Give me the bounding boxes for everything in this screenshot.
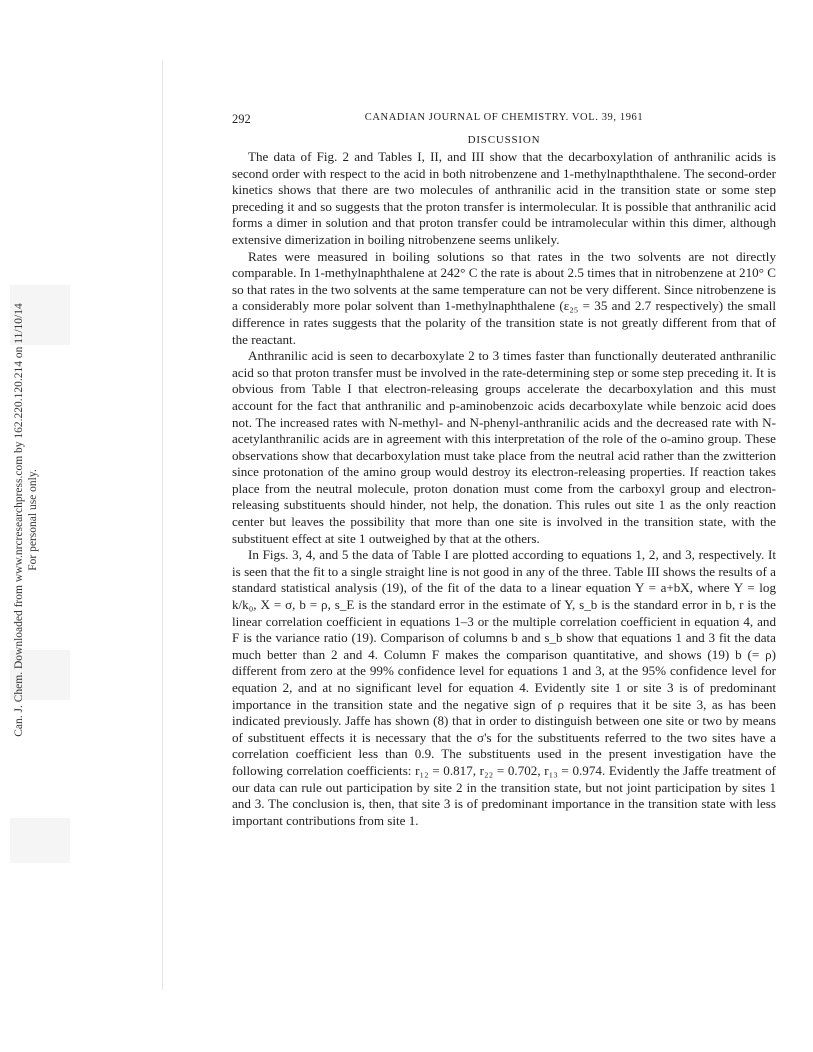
- paragraph-kinetics: The data of Fig. 2 and Tables I, II, and III show that the decarboxylation of anthranilic acids is second order with respect to the acid in both nitrobenzene and 1-methylnapththalene. The second-order kinetics shows that there are two molecules of anthranilic acid in the transition state or some step preceding it and so suggests that the proton transfer is intermolecular. It is possible that anthranilic acid forms a dimer in solution and that proton transfer could be intramolecular within this dimer, although extensive dimerization in boiling nitrobenzene seems unlikely.: [232, 149, 776, 247]
- watermark-usage-line: For personal use only.: [27, 469, 39, 571]
- paragraph-statistics: In Figs. 3, 4, and 5 the data of Table I are plotted according to equations 1, 2, and 3, respectively. It is seen that the fit to a single straight line is not good in any of the three. Table III shows the results of a standard statistical analysis (19), of the fit of the data to a linear equation Y = a+bX, where Y = log k/k₀, X = σ, b = ρ, s_E is the standard error in the estimate of Y, s_b is the standard error in b, r is the linear correlation coefficient in equations 1–3 or the multiple correlation coefficient in equation 4, and F is the variance ratio (19). Comparison of columns b and s_b show that equations 1 and 3 fit the data much better than 2 and 4. Column F makes the comparison quantitative, and shows (19) b (= ρ) different from zero at the 99% confidence level for equations 1 and 3, at the 95% confidence level for equation 2, and at no significant level for equation 4. Evidently site 1 or site 3 is of predominant importance in the transition state and the negative sign of ρ requires that it be site 3, as has been indicated previously. Jaffe has shown (8) that in order to distinguish between one site or two by means of substituent effects it is necessary that the σ's for the substituents referred to the two sites have a correlation coefficient less than 0.9. The substituents used in the present investigation have the following correlation coefficients: r₁₂ = 0.817, r₂₂ = 0.702, r₁₃ = 0.974. Evidently the Jaffe treatment of our data can rule out participation by site 2 in the transition state, but not joint participation by sites 1 and 3. The conclusion is, then, that site 3 is of predominant importance in the transition state with less important contributions from site 1.: [232, 547, 776, 828]
- paragraph-substituents: Anthranilic acid is seen to decarboxylate 2 to 3 times faster than functionally deuterated anthranilic acid so that proton transfer must be involved in the rate-determining step or some step preceding it. It is obvious from Table I that electron-releasing groups accelerate the decarboxylation and this must account for the fact that anthranilic and p-aminobenzoic acids decarboxylate while benzoic acid does not. The increased rates with N-methyl- and N-phenyl-anthranilic acids and the decreased rate with N-acetylanthranilic acids are in agreement with this interpretation of the role of the o-amino group. These observations show that decarboxylation must take place from the neutral acid rather than the zwitterion since protonation of the amino group would destroy its electron-releasing properties. If reaction takes place from the neutral molecule, proton donation must come from the carboxyl group and electron-releasing substituents should hinder, not help, the donation. This rules out site 1 as the only reaction center but leaves the possibility that more than one site is involved in the transition state, with the substituent effect at site 1 outweighed by that at the others.: [232, 348, 776, 546]
- download-watermark: [6, 140, 46, 900]
- watermark-source-line: Can. J. Chem. Downloaded from www.nrcresearchpress.com by 162.220.120.214 on 11/10/14: [13, 303, 25, 737]
- page-number: 292: [232, 112, 251, 126]
- section-heading: DISCUSSION: [467, 134, 541, 146]
- running-head: [232, 112, 776, 130]
- paragraph-solvents: Rates were measured in boiling solutions so that rates in the two solvents are not directly comparable. In 1-methylnaphthalene at 242° C the rate is about 2.5 times that in nitrobenzene at 210° C so that rates in the two solvents at the same temperature can not be very different. Since nitrobenzene is a considerably more polar solvent than 1-methylnaphthalene (ε₂₅ = 35 and 2.7 respectively) the small difference in rates suggests that the polarity of the transition state is not greatly different from that of the reactant.: [232, 248, 776, 347]
- journal-title: CANADIAN JOURNAL OF CHEMISTRY. VOL. 39, 1961: [364, 112, 644, 123]
- page-body: [232, 112, 776, 829]
- page-gutter-line: [162, 60, 163, 990]
